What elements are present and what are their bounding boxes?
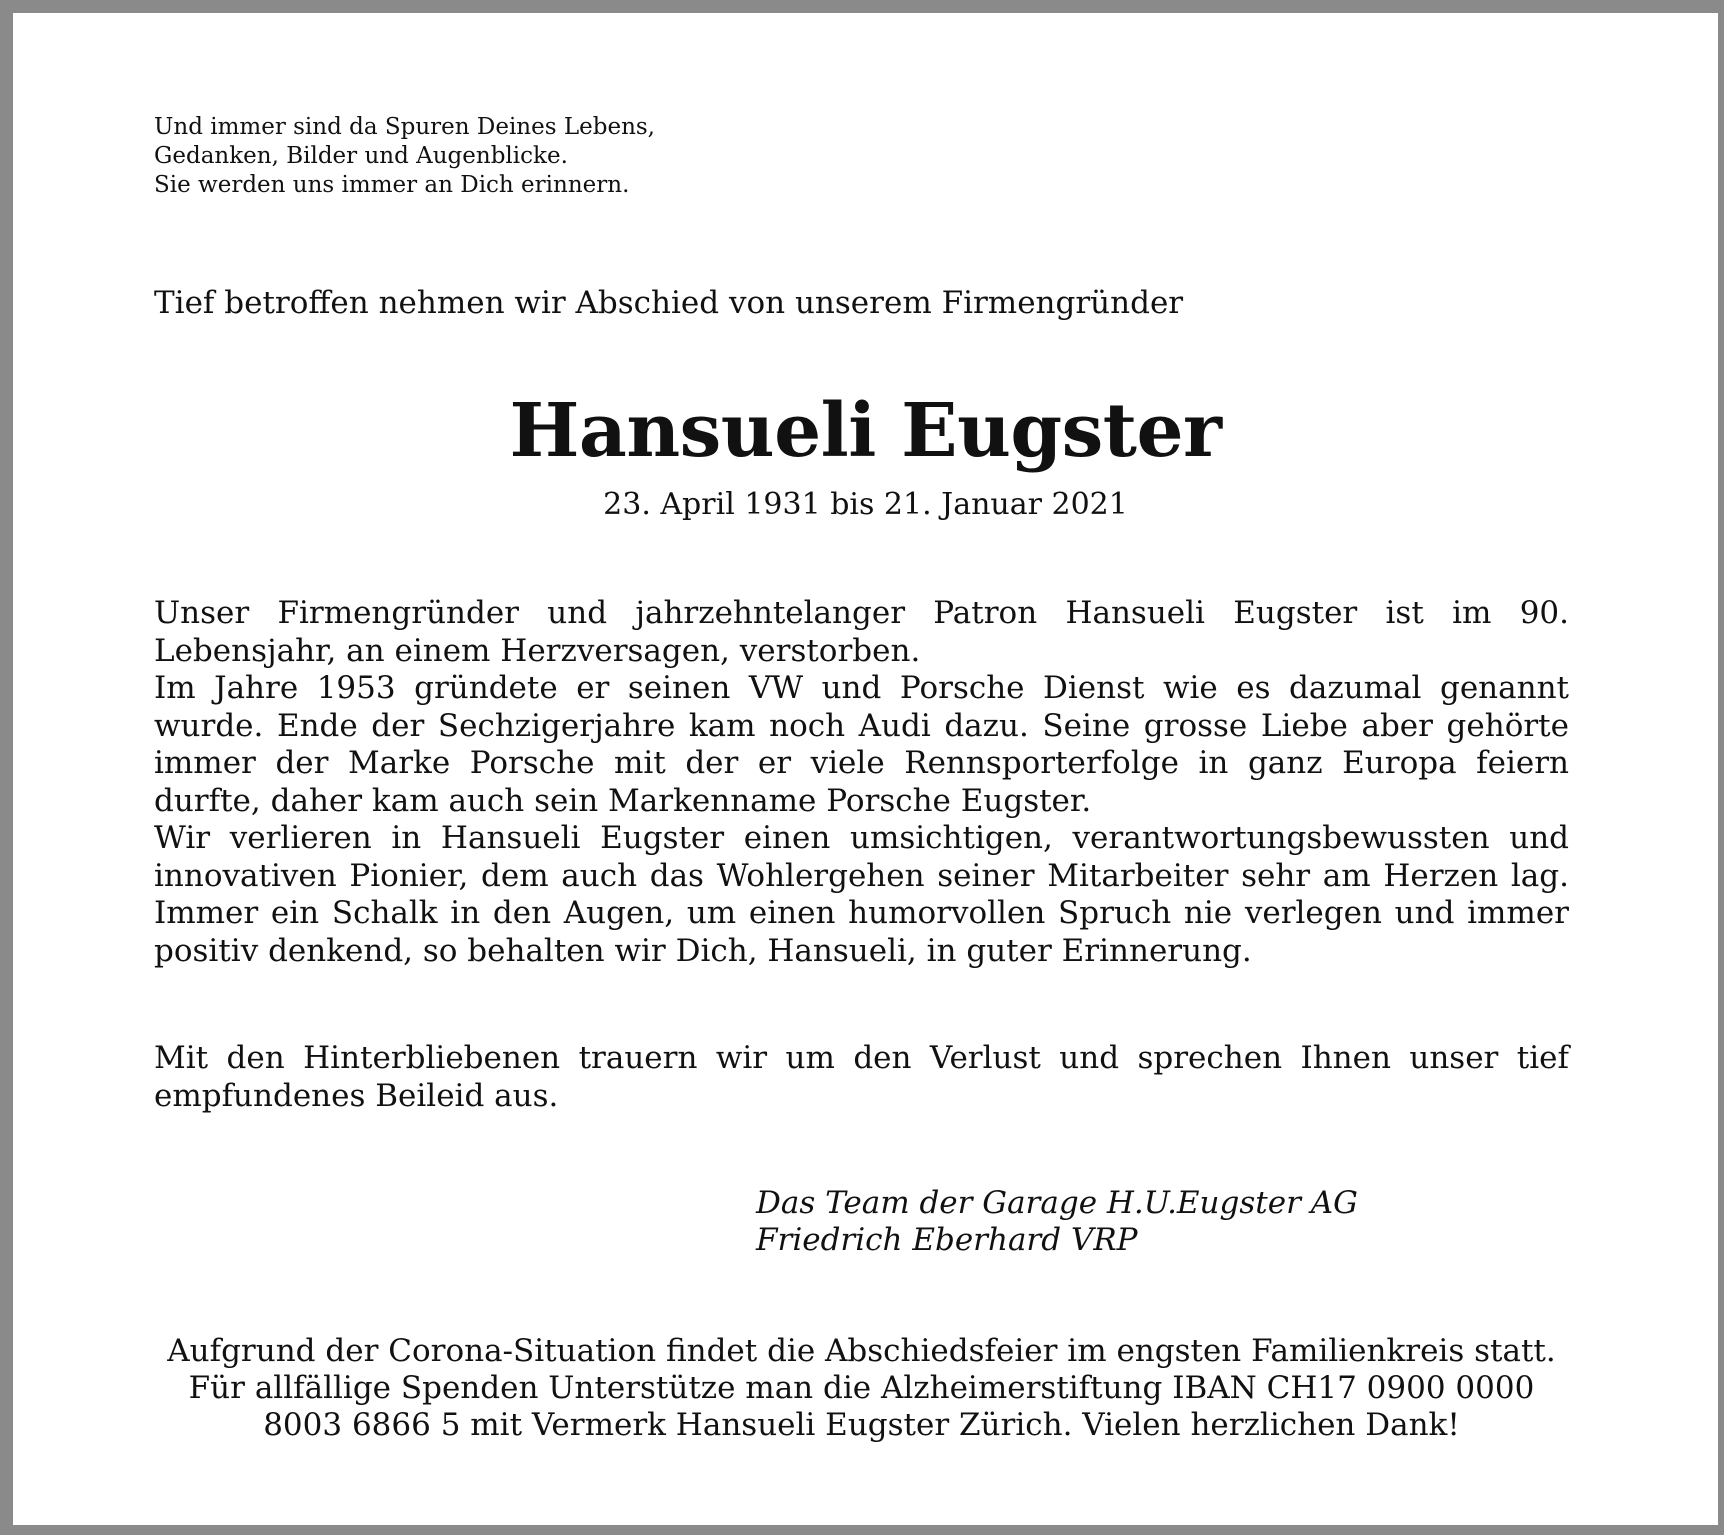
funeral-notice: Aufgrund der Corona-Situation findet die Abschiedsfeier im engsten Familienkreis statt. Für allfällige Spenden Unterstütze man die Alzheimerstiftung IBAN CH17 0900 0000 8003 6866 5 mit Vermerk Hansueli Eugster Zürich. Vielen herzlichen Dank!	[167, 1333, 1556, 1443]
obituary-body	[154, 595, 1569, 970]
motto-line: Sie werden uns immer an Dich erinnern.	[154, 172, 630, 198]
condolence-text: Mit den Hinterbliebenen trauern wir um den Verlust und sprechen Ihnen unser tief empfundenes Beileid aus.	[154, 1040, 1569, 1114]
signature-line-company: Das Team der Garage H.U.Eugster AG	[756, 1185, 1358, 1221]
body-paragraph: Wir verlieren in Hansueli Eugster einen umsichtigen, verantwortungsbewussten und innovativen Pionier, dem auch das Wohlergehen seiner Mitarbeiter sehr am Herzen lag. Immer ein Schalk in den Augen, um einen humorvollen Spruch nie verlegen und immer positiv denkend, so behalten wir Dich, Hansueli, in guter Erinnerung.	[154, 820, 1569, 969]
deceased-name: Hansueli Eugster	[509, 388, 1222, 474]
motto-line: Und immer sind da Spuren Deines Lebens,	[154, 114, 655, 140]
signature-line-person: Friedrich Eberhard VRP	[756, 1222, 1138, 1258]
motto-verse	[154, 113, 655, 200]
intro-text: Tief betroffen nehmen wir Abschied von unserem Firmengründer	[154, 285, 1184, 321]
body-paragraph: Im Jahre 1953 gründete er seinen VW und Porsche Dienst wie es dazumal genannt wurde. Ende der Sechzigerjahre kam noch Audi dazu. Seine grosse Liebe aber gehörte immer der Marke Porsche mit der er viele Rennsporterfolge in ganz Europa feiern durfte, daher kam auch sein Markenname Porsche Eugster.	[154, 670, 1569, 819]
motto-line: Gedanken, Bilder und Augenblicke.	[154, 143, 568, 169]
obituary-page	[13, 13, 1718, 1525]
life-dates: 23. April 1931 bis 21. Januar 2021	[603, 487, 1128, 522]
signature-block	[756, 1185, 1358, 1259]
body-paragraph: Unser Firmengründer und jahrzehntelanger Patron Hansueli Eugster ist im 90. Lebensjahr, an einem Herzversagen, verstorben.	[154, 595, 1569, 669]
